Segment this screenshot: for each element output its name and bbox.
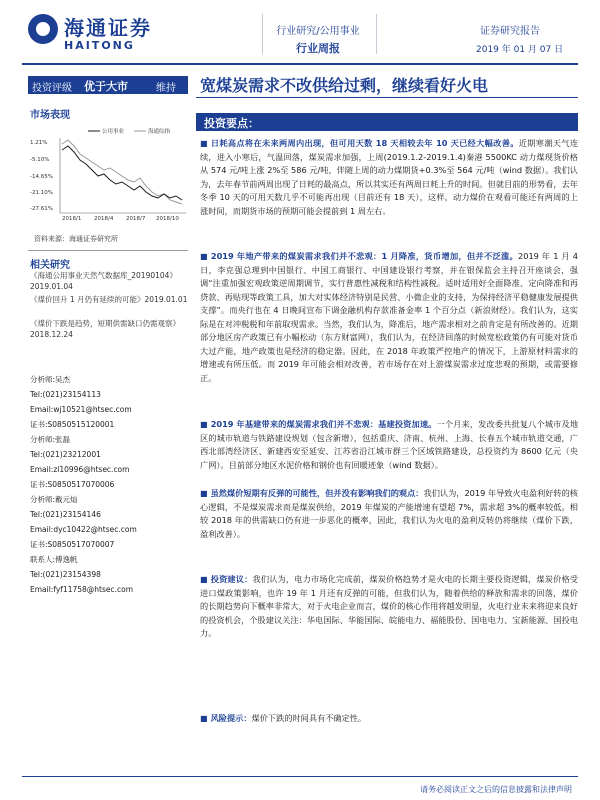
key-point <box>200 573 578 641</box>
analyst-name: 分析师:戴元灿 <box>30 495 78 504</box>
analyst-email[interactable]: Email:zl10996@htsec.com <box>30 465 130 474</box>
report-date: 2019 年 01 月 07 日 <box>476 45 564 55</box>
contact-block <box>30 552 195 597</box>
key-point <box>200 250 578 385</box>
key-point-body: 一个月来，发改委共批复八个城市及地区的城市轨道与铁路建设规划（包含新增），包括重庆、济南、杭州、上海、长春五个城市轨道交通，广西北部湾经济区、新建西安至延安、江苏省沿江城市群三个区域铁路建设，总投资约为 8600 亿元（央广网）。目前部分地区水泥价格和钢价也有回暖迹象（wind 数据）。 <box>200 419 579 470</box>
bullet-icon: ■ <box>200 575 208 584</box>
key-point-body: 近期寒潮天气连续，进入小寒后，气温回落，煤炭需求加强，上周(2019.1.2-2019.1.4)秦港 5500KC 动力煤现货价格从 574 元/吨上涨 2%至 586 元/吨，伴随上周的动力煤期货+0.3%至 564 元/吨（wind 数据）。我们认为，去年春节前两周出现了日耗的最高点，所以其实还有两周日耗上升的时间。但就目前的形势看，去年冬季 10 天的可用天数几乎不可能再出现（目前还有 18 天），这样，动力煤价在观看可能还有两周的上涨时间，而期货市场的预期可能会提前到 1 周左右。 <box>200 138 578 216</box>
market-heading: 市场表现 <box>30 110 70 121</box>
key-point-body: 我们认为，2019 年导致火电盈利好转的核心逻辑，不是煤炭需求而是煤炭供给，2019 年煤炭的产能增速有望超 7%，需求超 3%的概率较低。相较 2018 年的供需缺口仍有进一步恶化的概率，因此，我们认为火电的盈利反转仍将继续（煤价下跌，盈利改善）。 <box>200 488 578 539</box>
y-tick: -21.10% <box>30 190 53 196</box>
key-points-heading: 投资要点： <box>204 117 259 130</box>
footer-disclaimer[interactable]: 请务必阅读正文之后的信息披露和法律声明 <box>420 785 572 794</box>
key-point <box>200 712 578 726</box>
contact-tel: Tel:(021)23154398 <box>30 570 101 579</box>
analyst-block <box>30 372 195 432</box>
report-title: 宽煤炭需求不改供给过剩，继续看好火电 <box>200 76 489 95</box>
key-point <box>200 487 578 541</box>
analyst-name: 分析师:吴杰 <box>30 375 71 384</box>
report-label: 证券研究报告 <box>480 26 540 37</box>
key-point-lead: 2019 年地产带来的煤炭需求我们并不悲观：1 月降准，货币增加，但并不泛滥。 <box>210 251 519 261</box>
bullet-icon: ■ <box>200 489 208 498</box>
legend-label-1: 公用事业 <box>102 129 125 135</box>
analyst-tel: Tel:(021)23154146 <box>30 510 101 519</box>
key-points-bar <box>196 113 578 131</box>
divider <box>28 250 188 251</box>
x-tick: 2018/10 <box>156 216 179 222</box>
analyst-cert: 证书:S0850515120001 <box>30 420 115 429</box>
title-rule <box>196 97 578 98</box>
contact-email[interactable]: Email:fyf11758@htsec.com <box>30 585 134 594</box>
analyst-cert: 证书:S0850517070006 <box>30 480 115 489</box>
analyst-tel: Tel:(021)23154113 <box>30 390 101 399</box>
y-tick: -5.10% <box>30 157 50 163</box>
y-tick: -14.65% <box>30 174 53 180</box>
x-tick: 2018/7 <box>126 216 146 222</box>
key-point-lead: 2019 年基建带来的煤炭需求我们并不悲观：基建投资加速。 <box>210 419 437 429</box>
x-tick: 2018/1 <box>62 216 82 222</box>
key-point-body: 2019 年 1 月 4 日，李克强总理到中国银行、中国工商银行、中国建设银行考察，并在银保监会主持召开座谈会，强调“注重加强宏观政策逆周期调节，实行普惠性减税和结构性减税。适时适用好全面降准、定向降准和再贷款、再贴现等政策工具，加大对实体经济特别是民营、小微企业的支持，为保持经济平稳健康发展提供支撑”。而央行也在 4 日晚间宣布下调金融机构存款准备金率 1 个百分点（新浪财经）。我们认为，这实际是在对冲税税和年前取现需求。当然，我们认为，降准后，地产需求相对之前肯定是有所改善的。近期部分地区房产政策已有小幅松动（东方财富网），我们认为，在经济回落的时候宽松政策仍有可能对货币大过产能，地产政策也是经济的稳定器。因此，在 2018 年政策严控地产的情况下，上游原材料需求的增速或有所压低。而 2019 年可能会相对改善，若市场存在对上游煤炭需求过度悲观的预期，或需要修正。 <box>200 251 579 383</box>
key-point <box>200 137 578 218</box>
related-heading: 相关研究 <box>30 260 70 271</box>
bullet-icon: ■ <box>200 139 208 148</box>
market-chart <box>28 124 188 224</box>
haitong-logo <box>28 12 168 60</box>
rating-bar <box>28 76 188 94</box>
legend-label-2: 海通综指 <box>148 129 171 135</box>
y-tick: 1.21% <box>30 140 48 146</box>
bullet-icon: ■ <box>200 420 208 429</box>
logo-chinese: 海通证券 <box>64 16 152 40</box>
analyst-block <box>30 492 195 552</box>
header-divider <box>262 14 263 54</box>
related-item[interactable]: 《煤价下跌是趋势，短期供需缺口仍需观察》2018.12.24 <box>30 319 180 339</box>
analyst-email[interactable]: Email:dyc10422@htsec.com <box>30 525 137 534</box>
analyst-tel: Tel:(021)23212001 <box>30 450 101 459</box>
analyst-cert: 证书:S0850517070007 <box>30 540 115 549</box>
footer-rule <box>22 776 578 777</box>
key-point-lead: 日耗高点将在未来两周内出现，但可用天数 18 天相较去年 10 天已经大幅改善。 <box>210 138 519 148</box>
key-point-body: 我们认为，电力市场化完成前，煤炭价格趋势才是火电的长期主要投资逻辑，煤炭价格受进口煤政策影响，也许 19 年 1 月还有反弹的可能，但我们认为，随着供给的释放和需求的回落，煤价的长期趋势向下概率非常大，对于火电企业而言，煤价的核心作用将越发明显，火电行业未来将迎来良好的投资机会，个股建议关注：华电国际、华能国际、皖能电力、福能股份、国电电力、宝新能源、国投电力。 <box>200 574 578 638</box>
key-point-body: 煤价下跌的时间具有不确定性。 <box>251 713 367 723</box>
logo-emblem-icon <box>28 14 58 44</box>
related-item[interactable]: 《海通公用事业天然气数据库_20190104》2019.01.04 <box>30 271 177 291</box>
logo-english: HAITONG <box>64 39 135 52</box>
related-item[interactable]: 《煤价回升 1 月仍有延续的可能》2019.01.01 <box>30 295 188 304</box>
chart-source: 资料来源：海通证券研究所 <box>34 235 118 243</box>
rating-status: 维持 <box>156 83 176 94</box>
report-category: 行业研究/公用事业 <box>276 26 360 37</box>
bullet-icon: ■ <box>200 252 208 261</box>
analyst-email[interactable]: Email:wj10521@htsec.com <box>30 405 132 414</box>
rating-value: 优于大市 <box>84 80 128 93</box>
analyst-name: 分析师:张磊 <box>30 435 71 444</box>
key-point-lead: 风险提示： <box>210 713 252 723</box>
header-rule <box>22 63 578 65</box>
contact-name: 联系人:傅逸帆 <box>30 555 78 564</box>
header-divider <box>376 14 377 54</box>
key-point <box>200 418 578 472</box>
analyst-block <box>30 432 195 492</box>
y-tick: -27.61% <box>30 206 53 212</box>
x-tick: 2018/4 <box>94 216 114 222</box>
key-point-lead: 虽然煤价短期有反弹的可能性，但并没有影响我们的观点： <box>210 488 424 498</box>
report-type: 行业周报 <box>296 42 340 55</box>
rating-label: 投资评级 <box>32 83 72 94</box>
key-point-lead: 投资建议： <box>210 574 253 584</box>
bullet-icon: ■ <box>200 714 208 723</box>
